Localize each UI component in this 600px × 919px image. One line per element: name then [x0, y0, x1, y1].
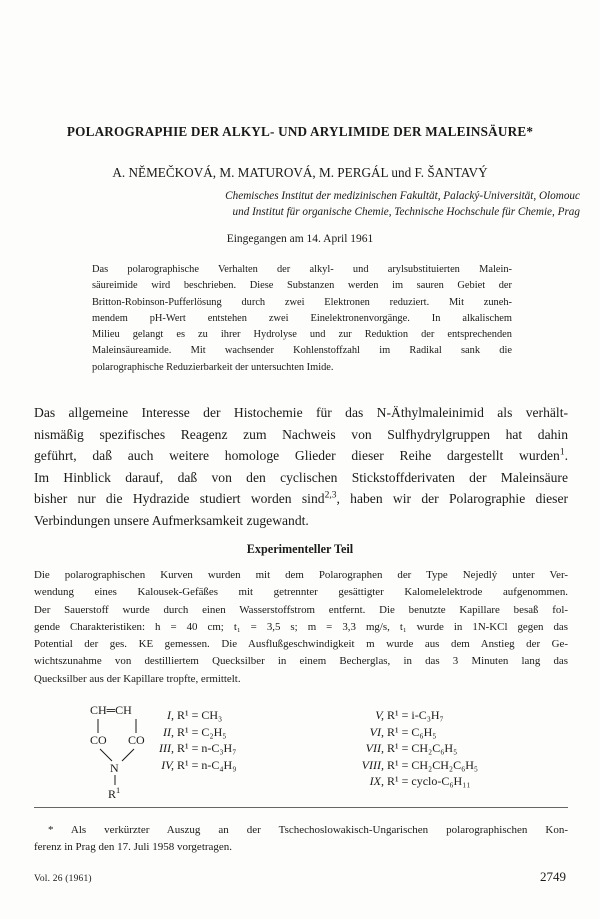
intro-line: Im Hinblick darauf, daß von den cyclischen Stickstoffderivaten der Maleinsäure — [34, 469, 568, 485]
formula-ch-ch: CH═CH — [90, 703, 132, 717]
compound-list-right — [356, 707, 478, 790]
footnote-line: ferenz in Prag den 17. Juli 1958 vorgetragen. — [34, 841, 233, 853]
abstract — [92, 262, 512, 376]
abstract-line: mendem pH-Wert entstehen zwei Einelektronenvorgänge. In alkalischem — [92, 312, 512, 324]
author-list: A. NĚMEČKOVÁ, M. MATUROVÁ, M. PERGÁL und F. ŠANTAVÝ — [112, 165, 488, 180]
bond-n-right — [122, 749, 134, 761]
compound-row: I, R¹ = CH₃ — [167, 708, 223, 722]
section-heading: Experimenteller Teil — [246, 542, 354, 556]
bond-n-left — [100, 749, 112, 761]
abstract-line: säureimide wird beschrieben. Diese Substanzen werden im sauren Gebiet der — [92, 280, 512, 292]
exp-line: Quecksilber aus der Kapillare tropfte, ermittelt. — [34, 672, 241, 685]
compound-row: VI, R¹ = C₆H₅ — [369, 724, 437, 739]
abstract-line: polarographische Reduzierbarkeit der untersuchten Imide. — [92, 361, 334, 373]
article-title: POLAROGRAPHIE DER ALKYL- UND ARYLIMIDE DER MALEINSÄURE* — [66, 124, 534, 139]
abstract-line: Maleinsäureamide. Mit wachsender Kohlenstoffzahl im Radikal sank die — [92, 345, 512, 357]
compound-row: VIII, R¹ = CH₂CH₂C₆H₅ — [361, 757, 479, 772]
reference-mark: 1 — [559, 447, 565, 458]
compound-row: II, R¹ = C₂H₅ — [163, 724, 227, 739]
footnote-divider — [34, 807, 568, 808]
intro-text: geführt, daß auch weitere homologe Glieder dieser Reihe dargestellt wurden — [34, 448, 560, 463]
exp-line: Die polarographischen Kurven wurden mit dem Polarographen der Type Nejedlý unter Ver- — [34, 569, 568, 581]
exp-line: wendung eines Kalousek-Gefäßes mit getrennter gesättigter Kalomelelektrode aufgenommen. — [34, 586, 568, 599]
formula-co-left: CO — [90, 733, 107, 747]
abstract-line: Britton-Robinson-Pufferlösung durch zwei Elektronen reduziert. Mit zuneh- — [92, 296, 512, 308]
affiliation-1: Chemisches Institut der medizinischen Fakultät, Palacký-Universität, Olomouc — [225, 190, 580, 202]
formula-co-right: CO — [128, 733, 145, 747]
reference-mark: 2,3 — [324, 490, 337, 501]
compound-row: IX, R¹ = cyclo-C₆H₁₁ — [369, 774, 471, 788]
exp-line: gende Charakteristiken: h = 40 cm; t₁ = 3,5 s; m = 3,3 mg/s, t₁ wurde in 1N-KCl gegen das — [34, 620, 568, 633]
experimental-paragraph — [34, 567, 568, 688]
formula-r-group: $R^1$ — [108, 786, 121, 801]
compound-row: VII, R¹ = CH₂C₆H₅ — [365, 741, 458, 755]
exp-line: wichtszunahme von destilliertem Quecksilber in einem Becherglas, in das 3 Minuten lang das — [34, 655, 568, 668]
intro-line: Verbindungen unsere Aufmerksamkeit zugewandt. — [34, 512, 309, 528]
introduction — [34, 402, 568, 531]
compound-list-left — [148, 707, 236, 773]
intro-text: . — [564, 448, 568, 463]
formula-nitrogen: N — [110, 761, 119, 775]
page-number: 2749 — [540, 869, 566, 884]
abstract-line: Das polarographische Verhalten der alkyl- und arylsubstituierten Malein- — [92, 264, 512, 275]
intro-line — [34, 488, 568, 510]
received-date: Eingegangen am 14. April 1961 — [226, 233, 374, 245]
exp-line: Potential der ges. KE gemessen. Die Ausflußgeschwindigkeit m wurde aus dem Anstieg der Ge- — [34, 638, 568, 651]
affiliation-2: und Institut für organische Chemie, Technische Hochschule für Chemie, Prag — [232, 206, 580, 218]
compound-row: III, R¹ = n-C₃H₇ — [159, 741, 237, 755]
intro-line: nismäßig spezifisches Reagenz zum Nachweis von Sulfhydrylgruppen hat dahin — [34, 426, 568, 442]
intro-line — [34, 445, 568, 467]
intro-text: bisher nur die Hydrazide studiert worden sind — [34, 491, 325, 506]
intro-line: Das allgemeine Interesse der Histochemie für das N-Äthylmaleinimid als verhält- — [34, 405, 568, 420]
footnote — [34, 822, 568, 856]
compound-row: IV, R¹ = n-C₄H₉ — [161, 757, 237, 772]
formula-bonds — [86, 715, 156, 785]
abstract-line: Milieu gelangt es zu ihrer Hydrolyse und zur Reduktion der entsprechenden — [92, 329, 512, 341]
footnote-line: * Als verkürzter Auszug an der Tschechoslowakisch-Ungarischen polarographischen Kon- — [48, 824, 568, 836]
intro-text: , haben wir der Polarographie dieser — [336, 491, 569, 506]
journal-volume: Vol. 26 (1961) — [34, 874, 92, 884]
exp-line: Der Sauerstoff wurde durch einen Wasserstoffstrom entfernt. Die benutzte Kapillare besaß fol- — [34, 603, 568, 616]
compound-row: V, R¹ = i-C₃H₇ — [375, 708, 444, 722]
